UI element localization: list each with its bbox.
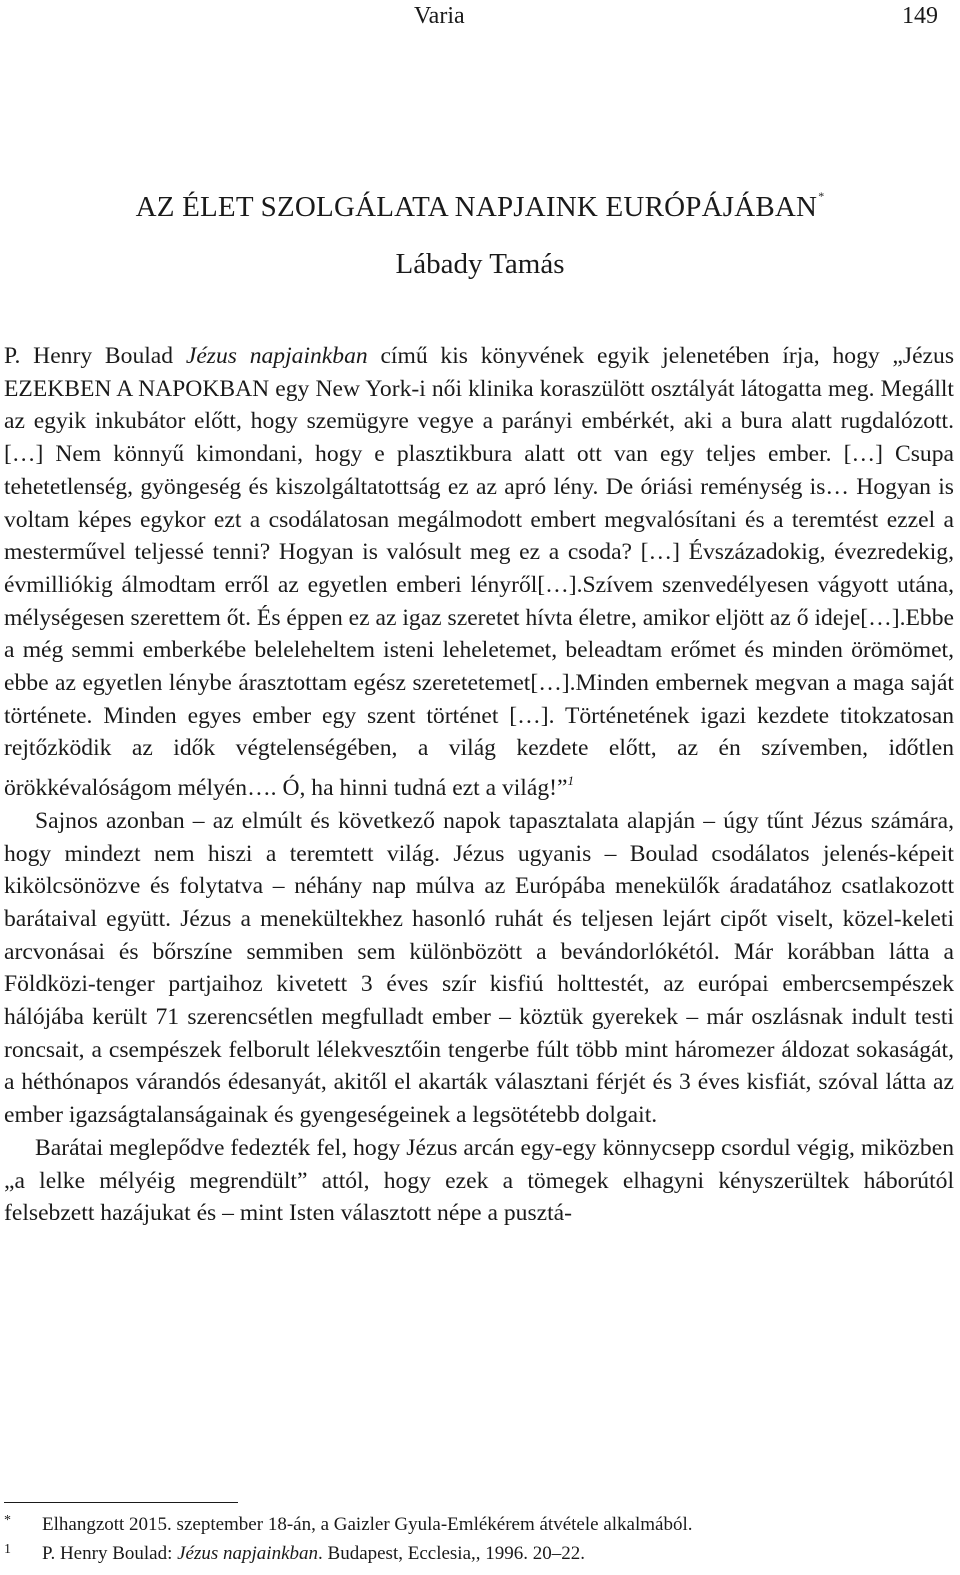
footnote-mark: * <box>4 1513 11 1528</box>
footnote-text: . Budapest, Ecclesia,, 1996. 20–22. <box>318 1543 586 1564</box>
book-title: Jézus napjainkban <box>185 343 368 369</box>
running-head-section: Varia <box>414 3 465 29</box>
paragraph: Barátai meglepődve fedezték fel, hogy Jézus arcán egy-egy könnycsepp csordul végig, miközben „a lelke mélyéig megrendült” attól, hogy ezek a tömegek elhagyni kényszerültek háborútól felsebzett hazájukat és – mint Isten választott népe a pusztá- <box>4 1134 954 1227</box>
article-author: Lábady Tamás <box>395 248 565 280</box>
footnote <box>4 1539 954 1568</box>
title-footnote-mark: * <box>818 189 825 203</box>
page-number: 149 <box>902 3 938 29</box>
paragraph: Sajnos azonban – az elmúlt és következő napok tapasztalata alapján – úgy tűnt Jézus számára, hogy mindezt nem hiszi a teremtett világ. Jézus ugyanis – Boulad csodálatos jelenés-képeit kikölcsönözve és folytatva – néhány nap múlva az Európába menekülők áradatához csatlakozott barátaival együtt. Jézus a menekültekhez hasonló ruhát és teljesen lejárt cipőt viselt, közel-keleti arcvonásai és bőrszíne semmiben sem különbözött a bevándorlókétól. Már korábban látta a Földközi-tenger partjaihoz kivetett 3 éves szír kisfiú holttestét, az európai embercsempészek hálójába került 71 szerencsétlen megfulladt ember – köztük gyerekek – már oszlásnak indult testi roncsait, a csempészek felborult lélekvesztőin tengerbe fúlt több mint háromezer áldozat sokaságát, a héthónapos várandós édesanyát, akitől el akarták választani férjét és 3 éves kisfiát, szóval látta az ember igazságtalanságainak és gyengeségeinek a legsötétebb dolgait. <box>4 807 954 1129</box>
footnote-reference: 1 <box>567 773 574 789</box>
article-title-text: AZ ÉLET SZOLGÁLATA NAPJAINK EURÓPÁJÁBAN <box>135 191 818 223</box>
footnote-text: P. Henry Boulad: <box>42 1543 178 1564</box>
footnote-book-title: Jézus napjainkban <box>177 1543 319 1564</box>
footnotes <box>4 1510 954 1568</box>
running-head <box>0 0 960 34</box>
paragraph-text: P. Henry Boulad <box>4 343 186 369</box>
paragraph <box>4 340 954 805</box>
footnote-text: Elhangzott 2015. szeptember 18-án, a Gaizler Gyula-Emlékérem átvétele alkalmából. <box>42 1514 693 1535</box>
footnote-divider <box>4 1502 238 1503</box>
article-body <box>4 340 954 1230</box>
footnote <box>4 1510 954 1539</box>
paragraph-text: című kis könyvének egyik jelenetében írja, hogy „Jézus EZEKBEN A NAPOKBAN egy New York-i női klinika koraszülött osztályát látogatta meg. Megállt az egyik inkubátor előtt, hogy szemügyre vegye a parányi embérkét, aki a bura alatt rugdalózott. […] Nem könnyű kimondani, hogy e plasztikbura alatt ott van egy teljes ember. […] Csupa tehetetlenség, gyöngeség és kiszolgáltatottság ez az apró lény. De óriási reménység is… Hogyan is voltam képes egykor ezt a csodálatosan megálmodott embert megvalósítani és a teremtést ezzel a mesterművel teljessé tenni? Hogyan is valósult meg ez a csoda? […] Évszázadokig, évezredekig, évmilliókig álmodtam erről az egyetlen emberi lényről[…].Szívem szenvedélyesen vágyott utána, mélységesen szerettem őt. És éppen ez az igaz szeretet hívta életre, amikor eljött az ő ideje[…].Ebbe a még semmi emberkébe beleleheltem isteni leheletemet, beleadtam erőmet és minden örömömet, ebbe az egyetlen lénybe árasztottam egész szeretetemet[…].Minden embernek megvan a maga saját története. Minden egyes ember egy szent történet […]. Történetének igazi kezdete titokzatosan rejtőzködik az idők végtelenségében, a világ kezdete előtt, az én szívemben, időtlen örökkévalóságom mélyén…. Ó, ha hinni tudná ezt a világ!” <box>4 343 955 802</box>
article-title <box>0 176 960 227</box>
footnote-mark: 1 <box>4 1542 11 1557</box>
